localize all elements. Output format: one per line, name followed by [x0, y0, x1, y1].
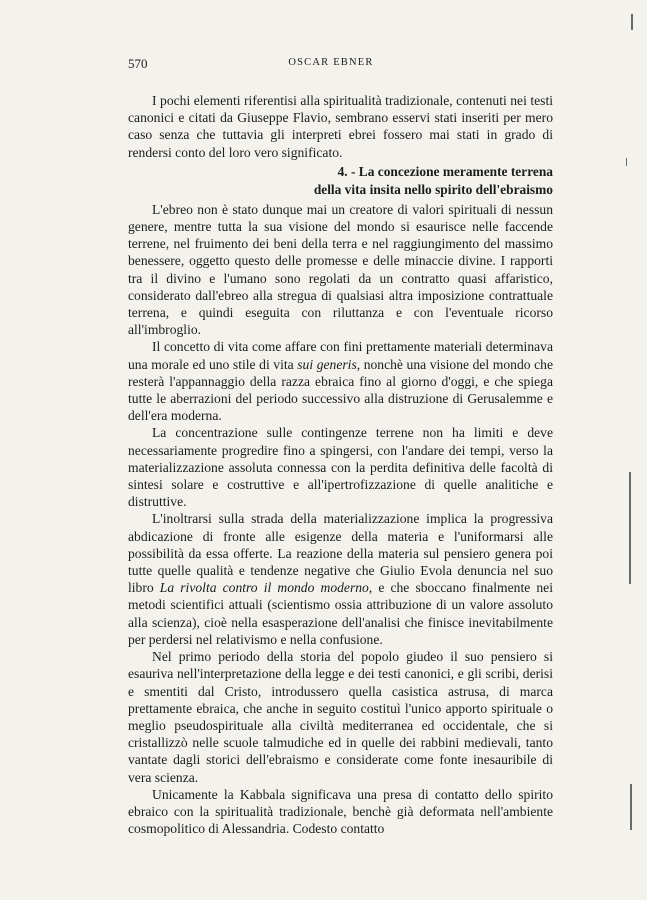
- paragraph-5: Nel primo periodo della storia del popolo giudeo il suo pensiero si esauriva nell'interpretazione della legge e dei testi canonici, e gli scribi, derisi e smentiti dal Cristo, introdussero quella casistica astrusa, di marca prettamente ebraica, che anche in seguito costituì l'unico apporto spirituale o meglio pseudospirituale alla civiltà mediterranea ed occidentale, che si cristallizzò nelle scuole talmudiche ed in quelle dei rabbini medievali, tanto vantate dagli storici dell'ebraismo e considerate come fonte inesauribile di vera scienza.: [128, 649, 553, 785]
- paragraph-6: Unicamente la Kabbala significava una presa di contatto dello spirito ebraico con la spiritualità tradizionale, benchè già deformata nell'ambiente cosmopolitico di Alessandria. Codesto contatto: [128, 786, 553, 837]
- paragraph-4-text-a: L'inoltrarsi sulla strada della materializzazione implica la progressiva abdicazione di fronte alle esigenze della materia e l'uniformarsi alle possibilità da essa offerte. La reazione della materia sul pensiero genera poi tutte quelle qualità e tendenze negative che Giulio Evola denuncia nel suo libro: [128, 511, 553, 596]
- section-heading: [128, 163, 553, 199]
- scan-edge-mark-1: [626, 158, 627, 166]
- section-heading-line-1: 4. - La concezione meramente terrena: [337, 163, 553, 179]
- paragraph-4-book-title: La rivolta contro il mondo moderno: [159, 580, 369, 596]
- page-header: [128, 56, 534, 74]
- scan-edge-mark-3: [630, 784, 632, 830]
- paragraph-2-text-b: , nonchè una visione del mondo che resterà l'appannaggio della razza ebraica fino al giorno d'oggi, e che spiega tutte le aberrazioni del periodo successivo alla distruzione di Gerusalemme e dell'era moderna.: [128, 356, 553, 424]
- paragraph-intro: I pochi elementi riferentisi alla spiritualità tradizionale, contenuti nei testi canonici e citati da Giuseppe Flavio, sembrano esservi stati inseriti per mero caso senza che tuttavia gli interpreti ebrei fossero mai stati in grado di rendersi conto del loro vero significato.: [128, 93, 553, 160]
- paragraph-4-text-b: , e che sboccano finalmente nei metodi scientifici attuali (scientismo ossia attribuzione di un valore assoluto alla scienza), cioè nella esasperazione dell'analisi che finisce inevitabilmente per perdersi nel relativismo e nella confusione.: [128, 580, 553, 647]
- section-heading-line-2: della vita insita nello spirito dell'ebraismo: [313, 181, 553, 197]
- scan-edge-mark-top: [631, 14, 633, 30]
- paragraph-3: La concentrazione sulle contingenze terrene non ha limiti e deve necessariamente progredire fino a spingersi, con l'andare dei tempi, verso la materializzazione assoluta connessa con la perdita definitiva delle facoltà di sintesi solare e costruttive e all'ipertrofizzazione di quelle analitiche e distruttive.: [128, 425, 553, 510]
- scan-edge-mark-2: [629, 472, 631, 584]
- paragraph-2-text-a: Il concetto di vita come affare con fini prettamente materiali determinava una morale ed uno stile di vita: [128, 339, 553, 372]
- paragraph-2: [128, 338, 553, 424]
- paragraph-1: L'ebreo non è stato dunque mai un creatore di valori spirituali di nessun genere, mentre tutta la sua visione del mondo si esaurisce nelle faccende terrene, nel fruimento dei beni della terra e nel raggiungimento del massimo benessere, oggetto questo delle promesse e delle minaccie divine. I rapporti tra il divino e l'umano sono regolati da un contratto quasi affaristico, considerato dall'ebreo alla stregua di qualsiasi altra imposizione contrattuale terrena, e quindi eseguita con riluttanza e con l'eventuale ricorso all'imbroglio.: [128, 201, 553, 338]
- body-text: [128, 92, 553, 837]
- page-number: 570: [128, 56, 148, 71]
- running-title: OSCAR EBNER: [288, 57, 374, 68]
- paragraph-2-italic: sui generis: [297, 356, 357, 372]
- paragraph-4: [128, 510, 553, 648]
